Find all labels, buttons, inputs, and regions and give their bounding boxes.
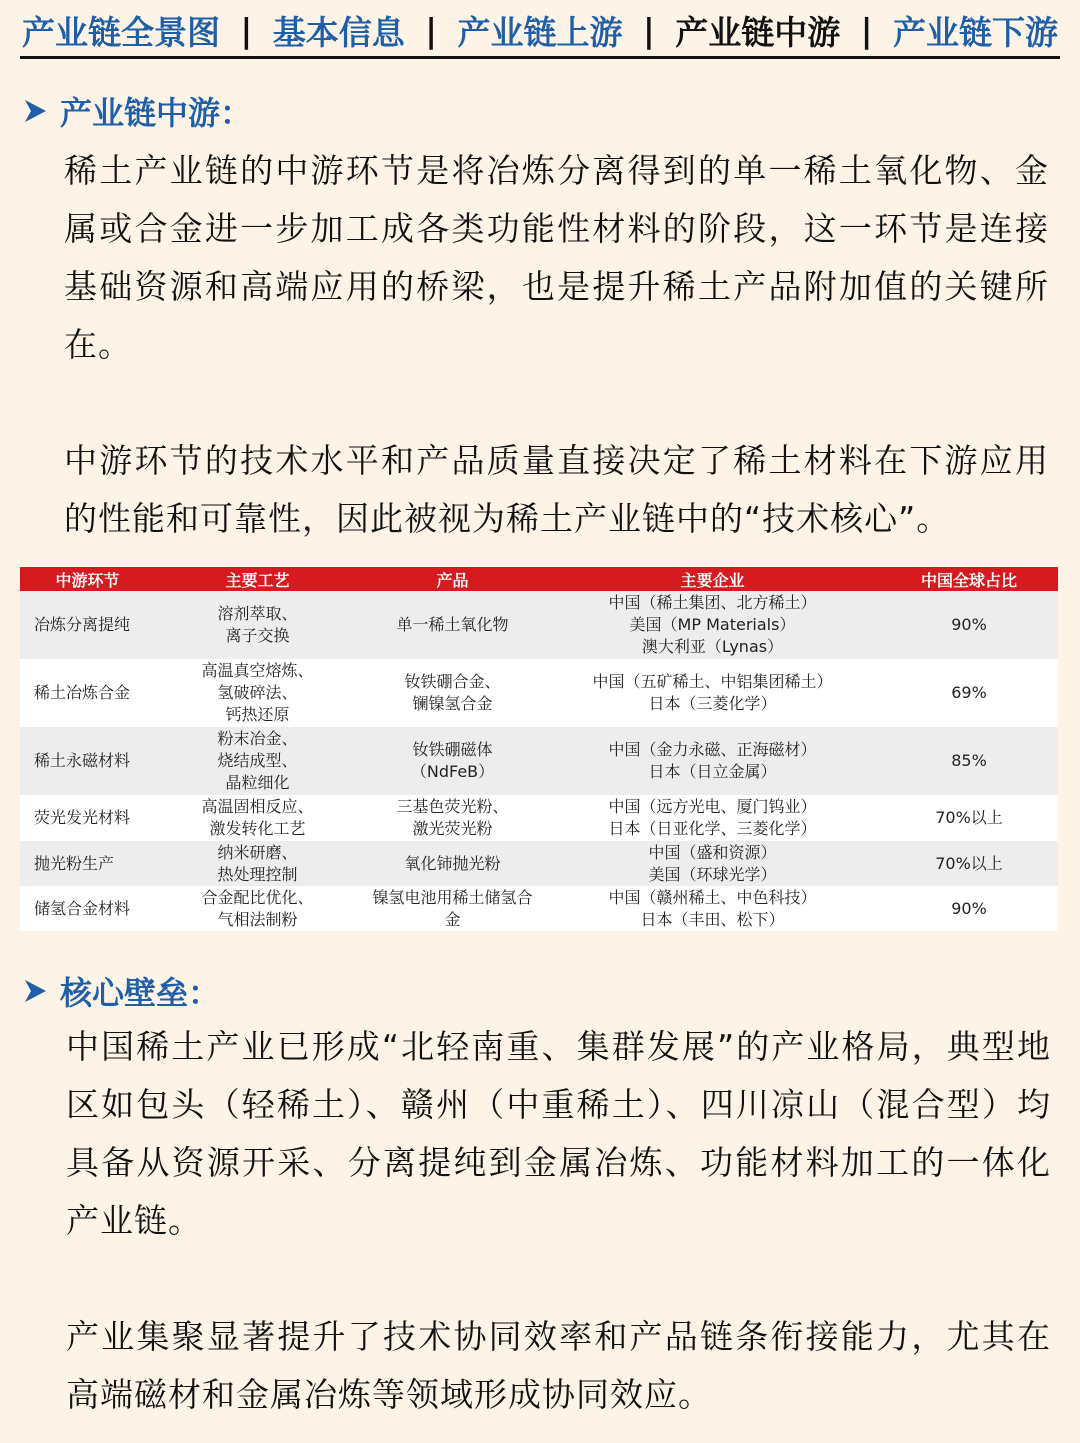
nav-divider	[20, 56, 1060, 59]
table-row	[20, 841, 1058, 886]
section-title: 核心壁垒：	[60, 974, 221, 1012]
product-cell: 镍氢电池用稀土储氢合 金	[360, 886, 545, 931]
companies-cell: 中国（盛和资源） 美国（环球光学）	[545, 841, 880, 886]
tab-upstream[interactable]: 产业链上游	[457, 12, 623, 52]
segment-cell: 稀土冶炼合金	[20, 659, 155, 727]
share-cell: 85%	[880, 727, 1058, 795]
share-cell: 90%	[880, 886, 1058, 931]
arrow-bullet-icon	[20, 976, 50, 1006]
segment-cell: 冶炼分离提纯	[20, 591, 155, 659]
process-cell: 高温真空熔炼、 氢破碎法、 钙热还原	[155, 659, 360, 727]
table-row	[20, 659, 1058, 727]
product-cell: 单一稀土氧化物	[360, 591, 545, 659]
product-cell: 氧化铈抛光粉	[360, 841, 545, 886]
share-cell: 69%	[880, 659, 1058, 727]
segment-cell: 抛光粉生产	[20, 841, 155, 886]
companies-cell: 中国（五矿稀土、中铝集团稀土） 日本（三菱化学）	[545, 659, 880, 727]
segment-cell: 荧光发光材料	[20, 795, 155, 841]
nav-separator: |	[240, 10, 253, 50]
companies-cell: 中国（金力永磁、正海磁材） 日本（日立金属）	[545, 727, 880, 795]
share-cell: 70%以上	[880, 795, 1058, 841]
column-header: 主要工艺	[155, 567, 360, 591]
top-nav	[22, 4, 1058, 56]
table-row	[20, 795, 1058, 841]
share-cell: 90%	[880, 591, 1058, 659]
product-cell: 钕铁硼合金、 镧镍氢合金	[360, 659, 545, 727]
table-row	[20, 591, 1058, 659]
nav-separator: |	[425, 10, 438, 50]
table-row	[20, 886, 1058, 931]
segment-cell: 稀土永磁材料	[20, 727, 155, 795]
process-cell: 高温固相反应、 激发转化工艺	[155, 795, 360, 841]
process-cell: 纳米研磨、 热处理控制	[155, 841, 360, 886]
arrow-bullet-icon	[20, 96, 50, 126]
column-header: 中游环节	[20, 567, 155, 591]
tab-panorama[interactable]: 产业链全景图	[22, 12, 220, 52]
process-cell: 合金配比优化、 气相法制粉	[155, 886, 360, 931]
product-cell: 钕铁硼磁体 （NdFeB）	[360, 727, 545, 795]
section-heading-midstream	[20, 88, 252, 134]
midstream-table	[20, 567, 1058, 931]
paragraph: 中国稀土产业已形成“北轻南重、集群发展”的产业格局，典型地区如包头（轻稀土）、赣州（中重稀土）、四川凉山（混合型）均具备从资源开采、分离提纯到金属冶炼、功能材料加工的一体化产业链。	[66, 1027, 1051, 1240]
paragraph: 产业集聚显著提升了技术协同效率和产品链条衔接能力，尤其在高端磁材和金属冶炼等领域形成协同效应。	[66, 1317, 1051, 1414]
share-cell: 70%以上	[880, 841, 1058, 886]
companies-cell: 中国（赣州稀土、中色科技） 日本（丰田、松下）	[545, 886, 880, 931]
paragraph: 稀土产业链的中游环节是将冶炼分离得到的单一稀土氧化物、金属或合金进一步加工成各类功能性材料的阶段，这一环节是连接基础资源和高端应用的桥梁，也是提升稀土产品附加值的关键所在。	[64, 151, 1049, 364]
table-row	[20, 727, 1058, 795]
column-header: 产品	[360, 567, 545, 591]
column-header: 主要企业	[545, 567, 880, 591]
section-title: 产业链中游：	[60, 94, 253, 132]
nav-separator: |	[860, 10, 873, 50]
section-heading-barriers	[20, 968, 220, 1014]
paragraph: 中游环节的技术水平和产品质量直接决定了稀土材料在下游应用的性能和可靠性，因此被视为稀土产业链中的“技术核心”。	[64, 441, 1049, 538]
segment-cell: 储氢合金材料	[20, 886, 155, 931]
column-header: 中国全球占比	[880, 567, 1058, 591]
process-cell: 粉末冶金、 烧结成型、 晶粒细化	[155, 727, 360, 795]
process-cell: 溶剂萃取、 离子交换	[155, 591, 360, 659]
product-cell: 三基色荧光粉、 激光荧光粉	[360, 795, 545, 841]
tab-basic-info[interactable]: 基本信息	[272, 12, 405, 52]
tab-downstream[interactable]: 产业链下游	[892, 12, 1058, 52]
companies-cell: 中国（稀土集团、北方稀土） 美国（MP Materials） 澳大利亚（Lynas）	[545, 591, 880, 659]
companies-cell: 中国（远方光电、厦门钨业） 日本（日亚化学、三菱化学）	[545, 795, 880, 841]
table-header-row	[20, 567, 1058, 591]
tab-midstream[interactable]: 产业链中游	[675, 12, 841, 52]
nav-separator: |	[642, 10, 655, 50]
